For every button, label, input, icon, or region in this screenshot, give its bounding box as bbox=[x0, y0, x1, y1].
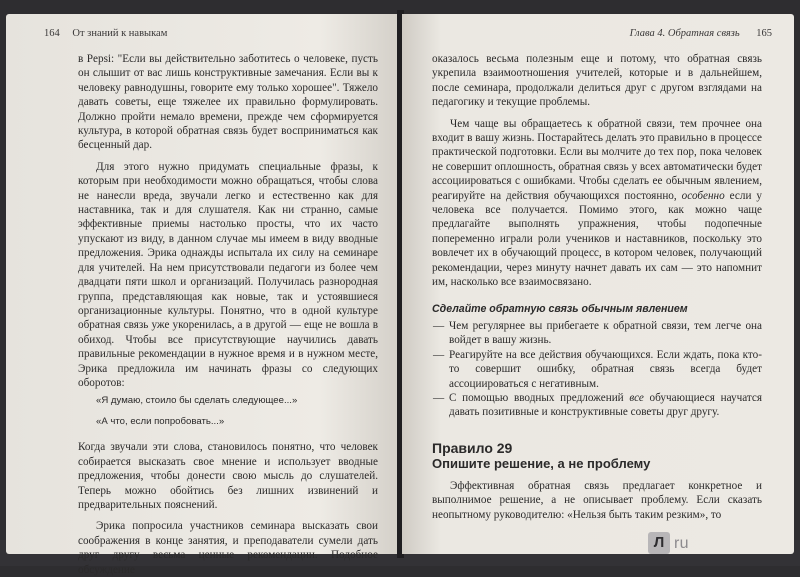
right-text-column bbox=[432, 52, 762, 522]
dash-marker: — bbox=[433, 348, 445, 361]
list-item-text-end: обучающиеся научатся давать позитивные и конструктивные советы друг другу. bbox=[449, 391, 763, 419]
dash-marker: — bbox=[433, 391, 445, 404]
left-paragraph-4: Эрика попросила участников семинара высказать свои соображения в конце занятия, и преподаватели сумели дать друг другу весьма ценные рекомендации. Подобное обсуждение bbox=[78, 520, 378, 576]
right-paragraph-2-end: если у человека все получается. Помимо этого, как можно чаще предлагайте выполнять упражнения, чтобы подопечные попеременно играли роли учеников и наставников, поскольку это вовлечет их в обучающий процесс, в котором человек, получающий рекомендации, через минуту начнет давать их сам — это напомнит им, насколько все взаимосвязано. bbox=[432, 189, 762, 289]
emphasis-word: особенно bbox=[681, 189, 725, 202]
left-paragraph-2: Для этого нужно придумать специальные фразы, к которым при необходимости можно обращаться, чтобы слова не нанесли вреда, звучали легко и естественно как для наставника, так и для слушателя. Как ни странно, самые эффективные приемы настолько просты, что их часто упускают из виду, в данном случае мы имеем в виду вводные предложения. Эрика однажды испытала их силу на семинаре для учителей. На нем присутствовали педагоги из более чем двадцати пяти школ и организаций. Получилась разнородная группа, представляющая как новые, так и устоявшиеся организационные культуры. Понятно, что в одной культуре обратная связь уже укоренилась, а в другой — еще не вошла в обиход. Чтобы все присутствующие научились давать правильные рекомендации в нужное время и в нужном месте, Эрика предложила им начинать фразы со следующих оборотов: bbox=[78, 160, 378, 389]
watermark-text: ru bbox=[674, 535, 689, 552]
list-item-text-start: С помощью вводных предложений bbox=[449, 391, 624, 404]
left-text-column bbox=[78, 52, 378, 577]
watermark-logo-icon: Л bbox=[648, 532, 670, 554]
list-item-text: Реагируйте на все действия обучающихся. Если ждать, пока кто-то совершит ошибку, обратная связь всегда будет ассоциироваться с негативным. bbox=[449, 348, 762, 390]
list-item bbox=[432, 348, 762, 391]
left-running-header bbox=[44, 28, 181, 39]
list-item-text: Чем регулярнее вы прибегаете к обратной связи, тем легче она войдет в вашу жизнь. bbox=[449, 319, 762, 347]
right-paragraph-2 bbox=[432, 117, 762, 290]
intro-phrase-1: «Я думаю, стоило бы сделать следующее...» bbox=[96, 395, 298, 407]
emphasis-word: все bbox=[629, 391, 644, 404]
dash-marker: — bbox=[433, 319, 445, 332]
intro-phrase-2: «А что, если попробовать...» bbox=[96, 416, 225, 428]
list-item bbox=[432, 319, 762, 348]
right-running-title: Глава 4. Обратная связь bbox=[629, 28, 740, 39]
right-running-header bbox=[630, 28, 772, 39]
sidebar-heading: Сделайте обратную связь обычным явлением bbox=[432, 302, 688, 315]
tips-list bbox=[432, 319, 762, 420]
left-paragraph-3: Когда звучали эти слова, становилось понятно, что человек собирается высказать свое мнение и использует вводные предложения, чтобы донести свою мысль до слушателей. Теперь можно обойтись без лишних извинений и предварительных пояснений. bbox=[78, 441, 378, 511]
rule-title-heading: Опишите решение, а не проблему bbox=[432, 455, 651, 471]
rule-number-heading: Правило 29 bbox=[432, 439, 513, 456]
right-paragraph-2-start: Чем чаще вы обращаетесь к обратной связи, тем прочнее она входит в вашу жизнь. Постарайтесь делать это правильно в процессе практической подготовки. Если вы молчите до тех пор, пока человек не совершит оплошность, обратная связь у всех автоматически будет ассоциироваться с ошибками. Чтобы сделать ее обычным явлением, реагируйте на действия обучающихся постоянно, bbox=[432, 117, 762, 202]
left-page-number: 164 bbox=[44, 28, 60, 39]
list-item bbox=[432, 391, 762, 420]
right-page-number: 165 bbox=[756, 28, 772, 39]
left-page bbox=[6, 14, 399, 576]
left-paragraph-1: в Pepsi: "Если вы действительно заботитесь о человеке, пусть он слышит от вас лишь конструктивные замечания. Если вы к человеку равнодушны, говорите ему только хорошее". Тяжело давать советы, еще тяжелее их правильно формулировать. Должно пройти немало времени, прежде чем сформируется культура, в которой обратная связь будет восприниматься как бесценный дар. bbox=[78, 53, 378, 152]
left-running-title: От знаний к навыкам bbox=[72, 28, 168, 39]
right-paragraph-1: оказалось весьма полезным еще и потому, что обратная связь укрепила взаимоотношения учителей, которые и в дальнейшем, после семинара, продолжали делиться друг с другом взглядами на педагогику и текущие проблемы. bbox=[432, 53, 762, 109]
right-page bbox=[402, 14, 794, 554]
right-paragraph-3: Эффективная обратная связь предлагает конкретное и выполнимое решение, а не описывает проблему. Если сказать неопытному руководителю: «Нельзя быть таким резким», то bbox=[432, 479, 762, 521]
